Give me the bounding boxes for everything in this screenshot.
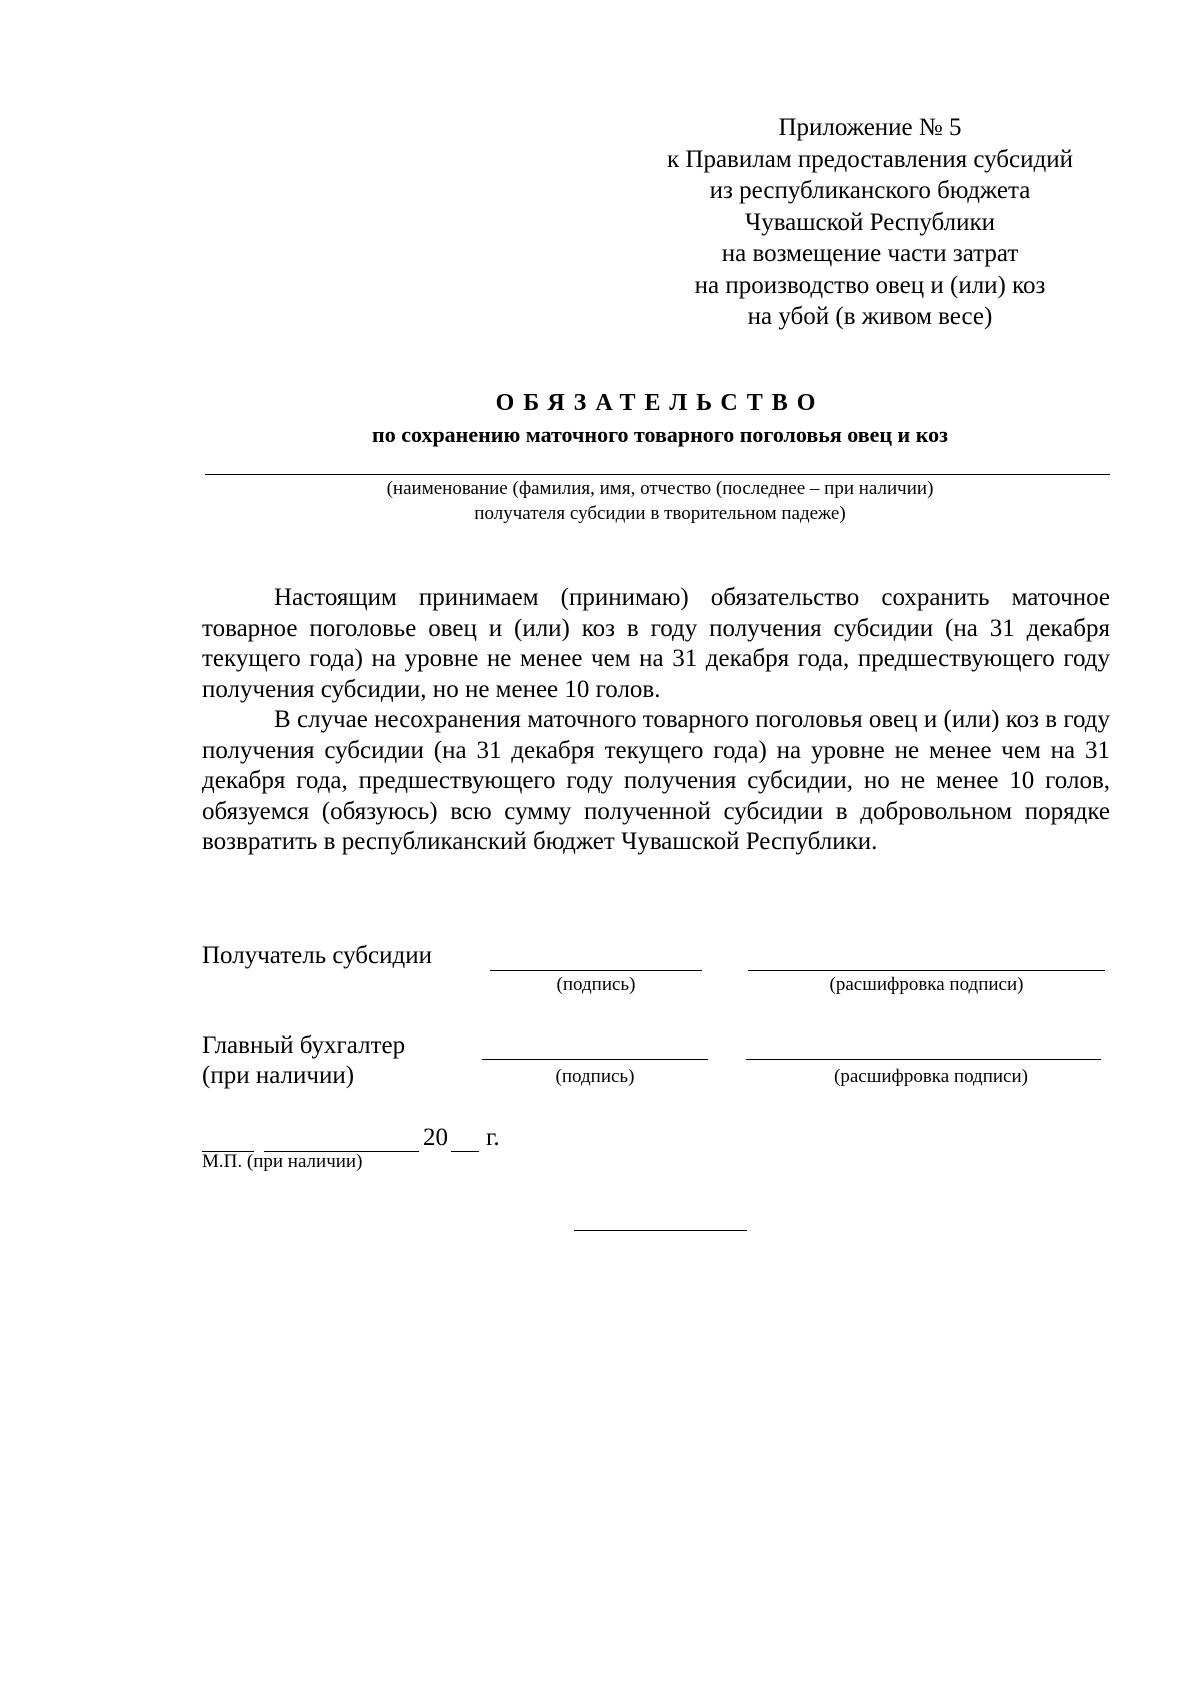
body-paragraph: В случае несохранения маточного товарного поголовья овец и (или) коз в году получения субсидии (на 31 декабря текущего года) на уровне не менее чем на 31 декабря года, предшествующего году получения субсидии, но не менее 10 голов, обязуемся (обязуюсь) всю сумму полученной субсидии в добровольном порядке возвратить в республиканский бюджет Чувашской Республики. [202, 706, 1110, 855]
document-subtitle: по сохранению маточного товарного поголовья овец и коз [372, 422, 948, 447]
accountant-label-note: (при наличии) [202, 1062, 355, 1089]
recipient-decoding-line[interactable] [748, 970, 1105, 971]
recipient-label: Получатель субсидии [202, 942, 432, 969]
recipient-signature-caption: (подпись) [556, 974, 636, 995]
body-paragraph: Настоящим принимаем (принимаю) обязательство сохранить маточное товарное поголовье овец и (или) коз в году получения субсидии (на 31 декабря текущего года) на уровне не менее чем на 31 декабря года, предшествующего году получения субсидии, но не менее 10 голов. [202, 584, 1110, 703]
recipient-name-line[interactable] [205, 474, 1110, 475]
end-divider [574, 1230, 747, 1231]
document-title: ОБЯЗАТЕЛЬСТВО [495, 390, 825, 416]
appendix-line: Приложение № 5 [778, 114, 962, 141]
appendix-line: на возмещение части затрат [721, 240, 1019, 267]
accountant-decoding-caption: (расшифровка подписи) [834, 1066, 1028, 1087]
appendix-header [640, 112, 1100, 333]
date-year-blank[interactable] [451, 1151, 479, 1152]
recipient-name-caption [200, 476, 1120, 526]
appendix-line: к Правилам предоставления субсидий [667, 145, 1073, 173]
appendix-line: на убой (в живом весе) [747, 303, 993, 330]
stamp-caption: М.П. (при наличии) [202, 1151, 363, 1172]
appendix-line: из республиканского бюджета [709, 177, 1031, 204]
name-caption-line: (наименование (фамилия, имя, отчество (последнее – при наличии) [386, 478, 934, 499]
accountant-label: Главный бухгалтер [202, 1032, 406, 1059]
appendix-line: Чувашской Республики [744, 208, 996, 236]
accountant-signature-line[interactable] [482, 1059, 708, 1060]
recipient-signature-line[interactable] [490, 970, 702, 971]
recipient-decoding-caption: (расшифровка подписи) [829, 974, 1024, 995]
name-caption-line: получателя субсидии в творительном падеже) [474, 503, 846, 524]
date-year-prefix: 20 [423, 1124, 448, 1151]
obligation-body [202, 583, 1110, 858]
date-year-suffix: г. [486, 1124, 500, 1151]
appendix-line: на производство овец и (или) коз [694, 271, 1046, 299]
accountant-signature-caption: (подпись) [555, 1066, 635, 1087]
accountant-decoding-line[interactable] [746, 1059, 1101, 1060]
